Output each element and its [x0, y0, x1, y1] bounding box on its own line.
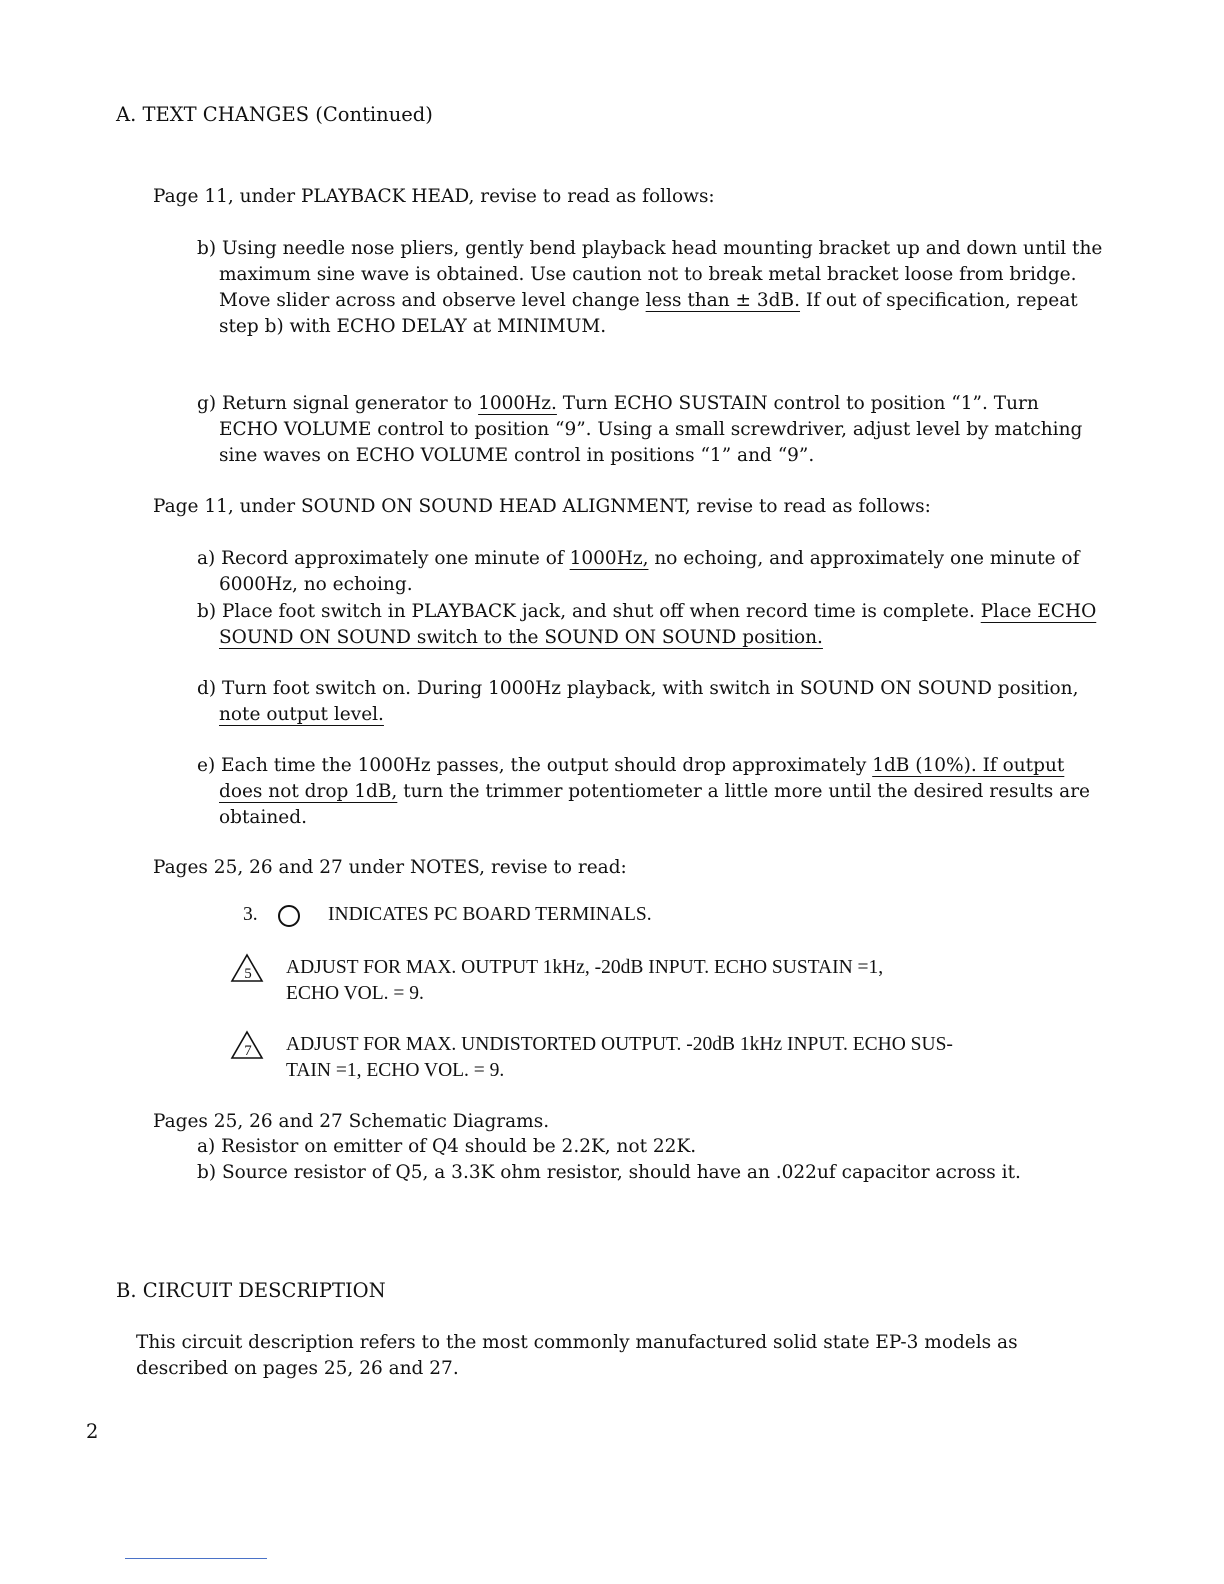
pb-item-b-line1: b) Using needle nose pliers, gently bend playback head mounting bracket up and down until the: [197, 238, 1103, 259]
note-7-triangle-icon: [230, 1030, 264, 1060]
sos-item-e-line1: [197, 754, 1064, 778]
pb-item-g-line2: ECHO VOLUME control to position “9”. Using a small screwdriver, adjust level by matching: [219, 419, 1083, 440]
sos-item-e-underlined-condition: does not drop 1dB,: [219, 781, 398, 802]
sos-item-b-line1: [197, 600, 1096, 624]
playback-head-intro: Page 11, under PLAYBACK HEAD, revise to read as follows:: [153, 186, 715, 207]
sos-item-d-line1: d) Turn foot switch on. During 1000Hz playback, with switch in SOUND ON SOUND position,: [197, 678, 1079, 699]
page-number: 2: [86, 1420, 99, 1443]
pb-item-b-line3: [219, 289, 1078, 313]
sos-item-e-line1-start: e) Each time the 1000Hz passes, the output should drop approximately: [197, 755, 873, 776]
pb-item-b-line4: step b) with ECHO DELAY at MINIMUM.: [219, 316, 607, 337]
sos-item-e-line2: [219, 780, 1090, 804]
sos-item-e-line2-end: turn the trimmer potentiometer a little more until the desired results are: [397, 781, 1091, 802]
schematics-intro: Pages 25, 26 and 27 Schematic Diagrams.: [153, 1111, 550, 1132]
footer-rule: [125, 1558, 267, 1559]
sos-item-b-line1-start: b) Place foot switch in PLAYBACK jack, and shut off when record time is complete.: [197, 601, 981, 622]
sos-item-a-line1-start: a) Record approximately one minute of: [197, 548, 570, 569]
note-5-line2: ECHO VOL. = 9.: [286, 983, 424, 1004]
sos-intro: Page 11, under SOUND ON SOUND HEAD ALIGNMENT, revise to read as follows:: [153, 496, 931, 517]
notes-intro: Pages 25, 26 and 27 under NOTES, revise to read:: [153, 857, 627, 878]
section-b-line1: This circuit description refers to the most commonly manufactured solid state EP-3 models as: [136, 1332, 1018, 1353]
section-b-heading: B. CIRCUIT DESCRIPTION: [116, 1279, 386, 1302]
section-b-line2: described on pages 25, 26 and 27.: [136, 1358, 459, 1379]
note-5-number: 5: [244, 966, 252, 982]
sos-item-b-line2: SOUND ON SOUND switch to the SOUND ON SOUND position.: [219, 627, 823, 648]
note-7-line2: TAIN =1, ECHO VOL. = 9.: [286, 1060, 505, 1081]
pb-item-g-line3: sine waves on ECHO VOLUME control in positions “1” and “9”.: [219, 445, 815, 466]
sos-item-b-underlined-start: Place ECHO: [980, 601, 1097, 622]
sos-item-a-underlined-freq: 1000Hz,: [569, 548, 649, 569]
schematics-item-b: b) Source resistor of Q5, a 3.3K ohm resistor, should have an .022uf capacitor across it.: [197, 1162, 1021, 1183]
pb-item-b-line3-end: If out of specification, repeat: [800, 290, 1078, 311]
pb-item-b-line2: maximum sine wave is obtained. Use caution not to break metal bracket loose from bridge.: [219, 264, 1077, 285]
pb-item-g-line1: [197, 392, 1039, 416]
note-7-number: 7: [244, 1043, 252, 1059]
schematics-item-a: a) Resistor on emitter of Q4 should be 2.2K, not 22K.: [197, 1136, 697, 1157]
sos-item-a-line1-end: no echoing, and approximately one minute of: [648, 548, 1080, 569]
note-5-line1: ADJUST FOR MAX. OUTPUT 1kHz, -20dB INPUT. ECHO SUSTAIN =1,: [286, 957, 884, 978]
sos-item-d-line2: note output level.: [219, 704, 384, 725]
sos-item-e-underlined-level: 1dB (10%). If output: [872, 755, 1065, 776]
pb-item-b-underlined-spec: less than ± 3dB.: [645, 290, 801, 311]
note-3-text: INDICATES PC BOARD TERMINALS.: [328, 904, 652, 925]
pb-item-g-line1-end: Turn ECHO SUSTAIN control to position “1”. Turn: [556, 393, 1039, 414]
note-7-line1: ADJUST FOR MAX. UNDISTORTED OUTPUT. -20dB 1kHz INPUT. ECHO SUS-: [286, 1034, 953, 1055]
note-5-triangle-icon: [230, 953, 264, 983]
pb-item-g-line1-start: g) Return signal generator to: [197, 393, 479, 414]
pb-item-g-underlined-freq: 1000Hz.: [478, 393, 557, 414]
sos-item-a-line1: [197, 547, 1079, 571]
section-a-heading: A. TEXT CHANGES (Continued): [116, 103, 433, 126]
terminal-circle-icon: [276, 903, 302, 929]
sos-item-e-line3: obtained.: [219, 807, 307, 828]
note-3-number: 3.: [243, 904, 258, 925]
pb-item-b-line3-start: Move slider across and observe level change: [219, 290, 646, 311]
sos-item-a-line2: 6000Hz, no echoing.: [219, 574, 413, 595]
